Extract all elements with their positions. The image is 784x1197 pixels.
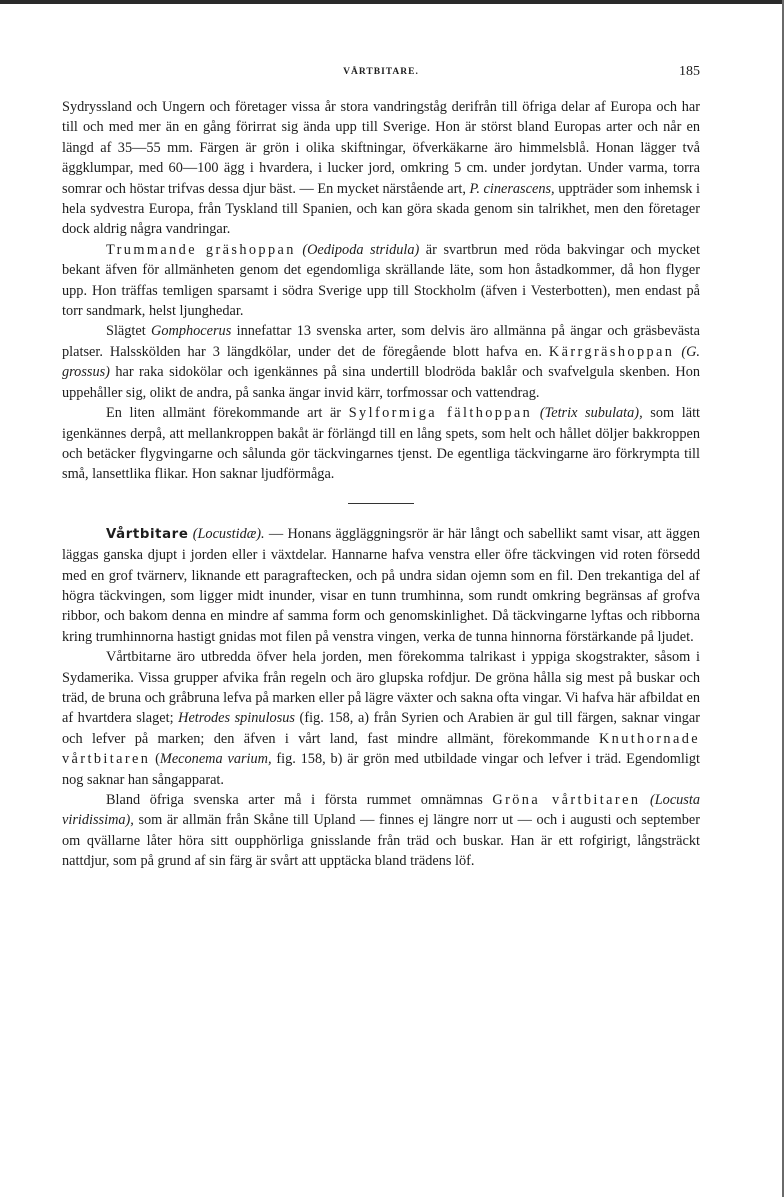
family-name: (Locustidæ). [192,525,265,542]
species-common-name: Kärrgräshoppan [548,343,675,360]
text-run: uppträder som inhemsk i hela sydvestra Europa, från Tyskland till Spanien, och kan göra skada genom sin talrikhet, men den företager dock aldrig några vandringar. [62,180,700,238]
text-run [532,405,540,421]
text-run: som är allmän från Skåne till Upland — finnes ej längre norr ut — och i augusti och september om qvällarne låter höra sitt oupphörliga gnisslande från träd och buskar. Han är ett rofgirigt, långsträckt nattdjur, som på grund af sin färg är svårt att upptäcka bland trädens löf. [62,812,700,870]
text-run: fig. 158, b) är grön med utbildade vingar och lefver i träd. Egendomligt nog saknar han sångapparat. [62,751,700,788]
species-name: (G. grossus) [62,343,700,381]
species-name: (Locusta viridissima), [62,792,700,829]
text-run: ( [150,751,160,768]
text-run: Sydryssland och Ungern och företager vissa år stora vandringståg derifrån till öfriga delar af Europa och har till och med mer än en gång förirrat sig ända upp till Sverige. Hon är störst bland Europas arter och når en längd af 35—55 mm. Färgen är grön i olika skiftningar, öfverkäkarne äro himmelsblå. Honan lägger två äggklumpar, med 60—100 ägg i hvardera, i lucker jord, omkring 5 cm. under jordytan. Under varma, torra somrar och höstar trifvas dessa djur bäst. — En mycket närstående art, [62,99,700,197]
body-text [62,97,700,872]
paragraph-6 [62,647,700,790]
text-run: är svartbrun med röda bakvingar och mycket bekant äfven för allmänheten genom det egendomliga skrällande läte, som hon åstadkommer, då hon flyger upp. Hon träffas temligen sparsamt i södra Sverige upp till Stockholm (äfven i Vesterbotten), men endast på torr sandmark, helst ljunghedar. [62,241,700,320]
species-name: (Tetrix subulata), [539,405,643,422]
paragraph-1 [62,97,700,240]
text-run: En liten allmänt förekommande art är [106,405,349,422]
paragraph-2 [62,240,700,322]
text-run: Slägtet [106,323,152,340]
species-name: Hetrodes spinulosus [178,710,295,727]
species-name: (Oedipoda stridula) [302,241,420,258]
paragraph-7 [62,790,700,872]
running-title: VÅRTBITARE. [343,67,419,77]
text-run: Bland öfriga svenska arter må i första rummet omnämnas [106,792,493,808]
text-run: har raka sidokölar och igenkännes på sina undertill blodröda baklår och svafvelgula skenben. Hon uppehåller sig, olikt de andra, på sanka ängar invid kärr, torfmossar och vattendrag. [62,364,700,401]
text-run: — Honans äggläggningsrör är här långt och sabellikt samt visar, att äggen läggas ganska djupt i jorden eller i växtdelar. Hannarne hafva venstra eller öfre täckvingen vid roten försedd med en grof tvärnerv, liknande ett paragraftecken, och på undra sidan ojemn som en fil. Den trekantiga del af högra täckvingen, som ligger midt inunder, visar en tunn trumhinna, som rundt omkring begränsas af grofva ribbor, och bakom denna en mindre af samma form och genomskinlighet. Då täckvingarne lyftas och ribborna kring trumhinnorna hastigt gnidas mot filen på venstra vingen, verka de tunna hinnorna förstärkande på ljudet. [62,525,701,645]
text-run: som lätt igenkännes derpå, att mellankroppen bakåt är förlängd till en lång spets, som helt och hållet döljer bakkroppen och betäcker flygvingarne och sålunda gör täckvingarnes tjenst. De egentliga täckvingarne äro förkrympta till små, lansettlika flikar. Hon saknar ljudförmåga. [62,405,701,483]
genus-name: Gomphocerus [151,323,232,340]
species-common-name: Trummande gräshoppan [106,241,296,258]
paragraph-5 [62,524,700,647]
text-run: Vårtbitarne äro utbredda öfver hela jorden, men förekomma talrikast i yppiga skogstrakter, såsom i Sydamerika. Vissa grupper afvika från regeln och äro glupska rofdjur. De gröna hålla sig mest på buskar och träd, de bruna och gråbruna lefva på marken eller på lägre växter och sakna ofta vingar. Vi hafva här afbildat en af hvartdera slaget; [62,649,700,727]
paragraph-4 [62,403,700,485]
page-number: 185 [679,64,700,79]
text-run [640,792,650,808]
scan-top-border [0,0,784,4]
paragraph-3 [62,321,700,403]
species-name: P. cinerascens, [469,180,555,197]
species-common-name: Sylformiga fälthoppan [348,405,533,422]
species-name: Meconema varium, [159,751,272,768]
text-run: (fig. 158, a) från Syrien och Arabien är gul till färgen, saknar vingar och lefver på marken; den äfven i vårt land, fast mindre allmänt, förekommande [62,710,700,747]
section-divider [348,503,414,504]
text-run: innefattar 13 svenska arter, som delvis äro allmänna på ängar och gräsbevästa platser. Halsskölden har 3 längdkölar, under det de föregående blott hafva en. [62,323,700,360]
species-common-name: Knuthornade vårtbitaren [62,730,700,768]
section-heading: Vårtbitare [106,526,189,542]
page-header [62,64,700,86]
species-common-name: Gröna vårtbitaren [492,792,641,808]
